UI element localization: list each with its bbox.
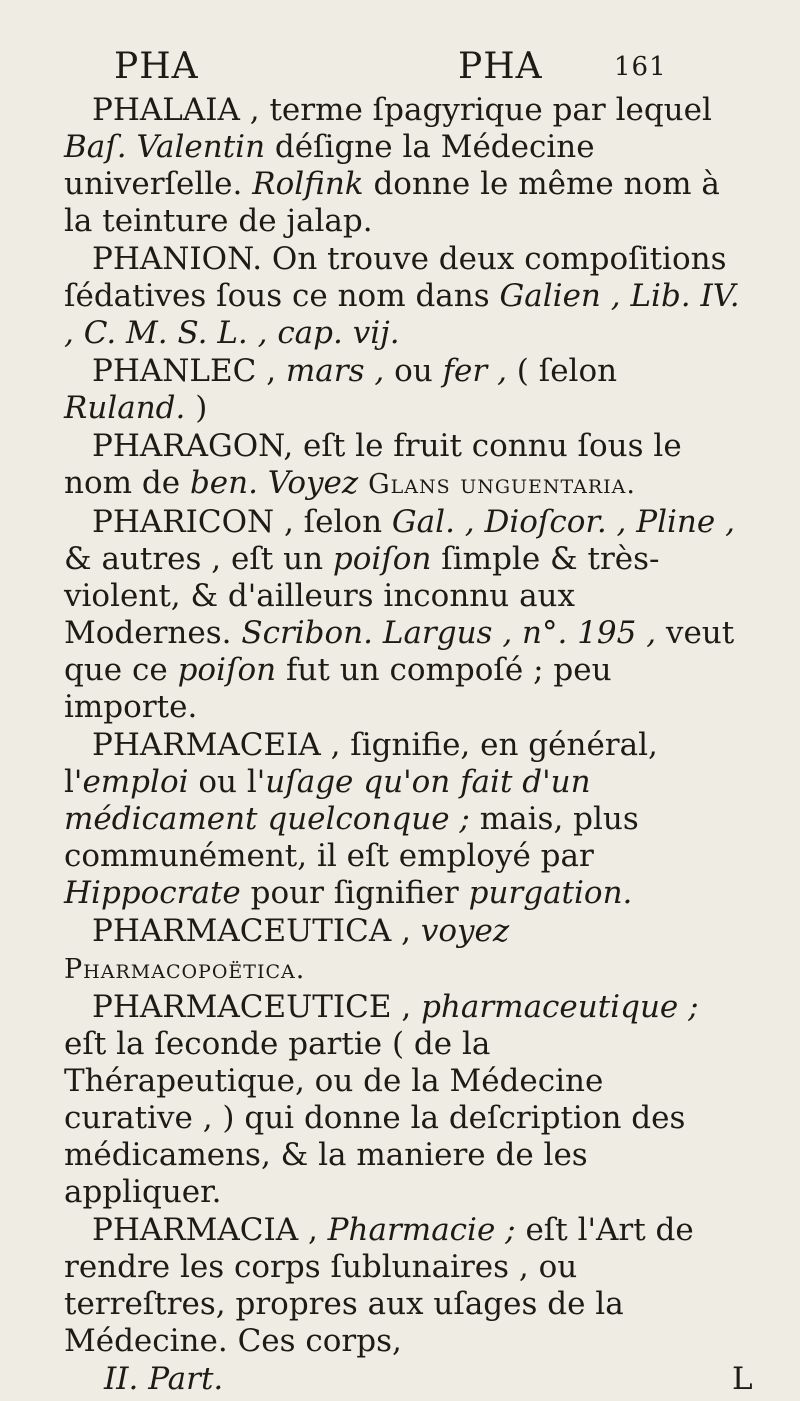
running-head-left: PHA: [114, 46, 199, 87]
entry-phanlec: PHANLEC , mars , ou fer , ( ſelon Ruland. ): [64, 353, 618, 426]
running-head-right: PHA: [458, 46, 543, 87]
entry-pharmaceutice: PHARMACEUTICE , pharmaceutique ; eſt la ſeconde partie ( de la Thérapeutique, ou de la Médecine curative , ) qui donne la deſcription des médicamens, & la maniere de les appliquer.: [64, 989, 699, 1210]
entry-pharmacia: PHARMACIA , Pharmacie ; eſt l'Art de rendre les corps ſublunaires , ou terreſtres, propres aux uſages de la Médecine. Ces corps,: [64, 1212, 694, 1359]
entry-pharmaceutica: PHARMACEUTICA , voyez Pharmacopoëtica.: [64, 913, 510, 985]
dictionary-column: [64, 92, 740, 1360]
footer-signature: II. Part.: [104, 1361, 224, 1397]
entry-pharmaceia: PHARMACEIA , ſignifie, en général, l'emploi ou l'uſage qu'on fait d'un médicament quelconque ; mais, plus communément, il eſt employé par Hippocrate pour ſignifier purgation.: [64, 727, 658, 911]
entry-pharicon: PHARICON , ſelon Gal. , Dioſcor. , Pline , & autres , eſt un poiſon ſimple & très-violent, & d'ailleurs inconnu aux Modernes. Scribon. Largus , n°. 195 , veut que ce poiſon fut un compoſé ; peu importe.: [64, 504, 735, 725]
footer-signature-letter: L: [732, 1361, 753, 1397]
running-head: [64, 46, 740, 92]
page-number: 161: [614, 52, 667, 82]
page-footer: [64, 1361, 753, 1401]
entry-phanion: PHANION. On trouve deux compoſitions ſédatives ſous ce nom dans Galien , Lib. IV. , C. M. S. L. , cap. vij.: [64, 241, 740, 351]
entry-phalaia: PHALAIA , terme ſpagyrique par lequel Baſ. Valentin déſigne la Médecine univerſelle. Rolfink donne le même nom à la teinture de jalap.: [64, 92, 720, 239]
entry-pharagon: PHARAGON, eſt le fruit connu ſous le nom de ben. Voyez Glans unguentaria.: [64, 428, 682, 501]
